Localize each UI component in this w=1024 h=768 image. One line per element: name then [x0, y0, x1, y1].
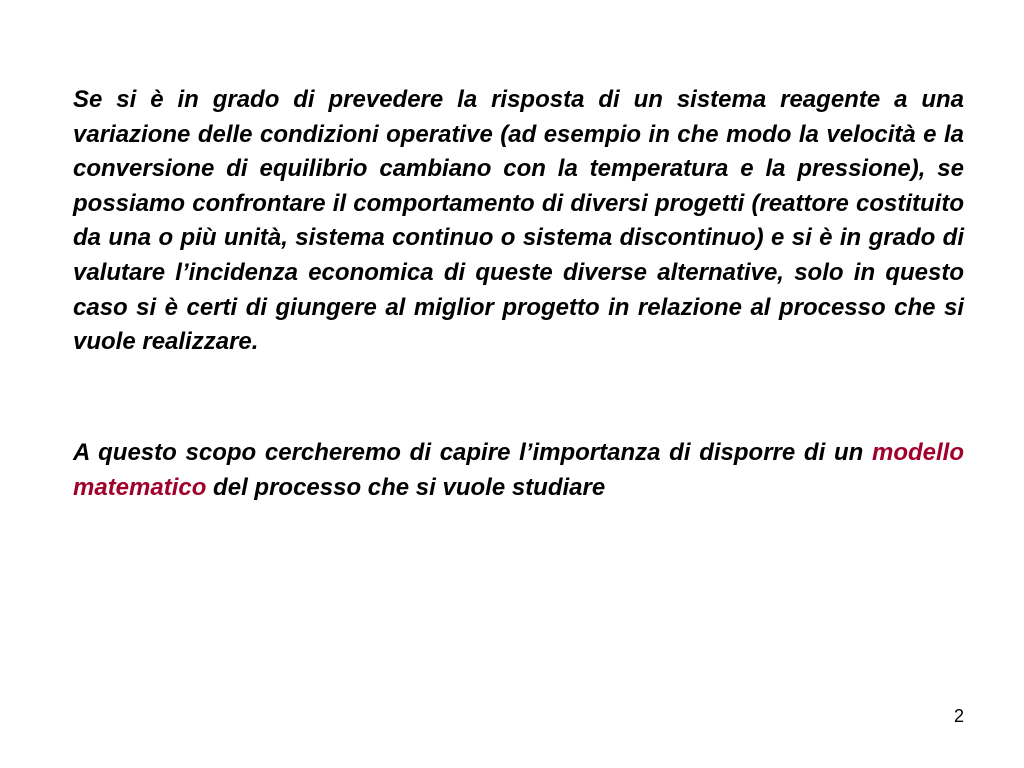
page-number: 2 — [953, 706, 964, 726]
body-paragraph-1: Se si è in grado di prevedere la risposta di un sistema reagente a una variazione delle condizioni operative (ad esempio in che modo la velocità e la conversione di equilibrio cambiano con la temperatura e la pressione), se possiamo confrontare il comportamento di diversi progetti (reattore costituito da una o più unità, sistema continuo o sistema discontinuo) e si è in grado di valutare l’incidenza economica di queste diverse alternative, solo in questo caso si è certi di giungere al miglior progetto in relazione al processo che si vuole realizzare. — [73, 86, 964, 356]
paragraph-2-text-before: A questo scopo cercheremo di capire l’importanza di disporre di un — [73, 439, 872, 466]
paragraph-2-text-after: del processo che si vuole studiare — [206, 473, 606, 501]
highlighted-term: modello matematico — [73, 439, 964, 501]
body-paragraph-2 — [73, 436, 964, 505]
